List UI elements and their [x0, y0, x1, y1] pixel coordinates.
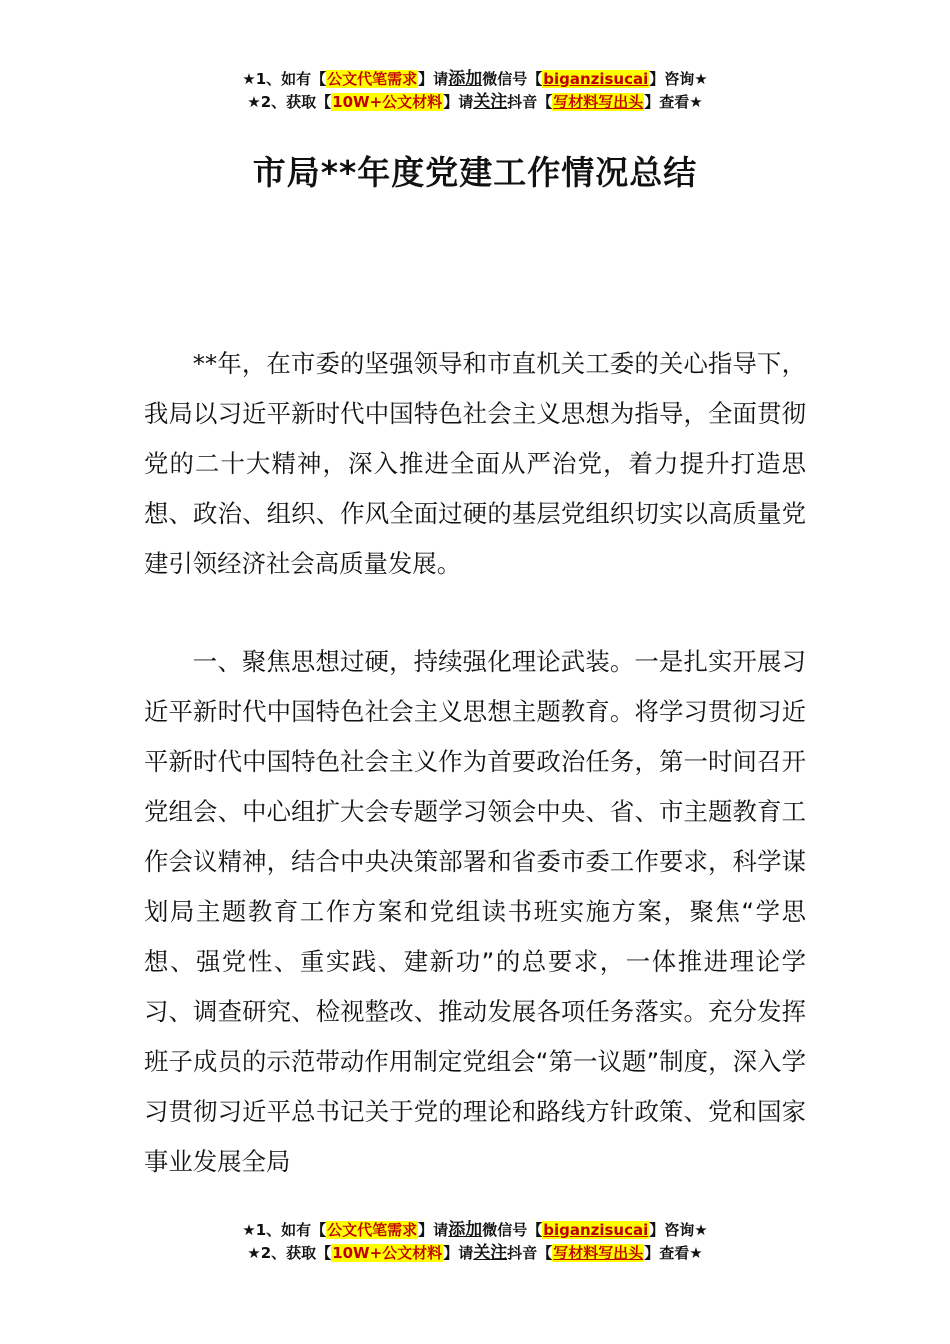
paragraph-intro: **年，在市委的坚强领导和市直机关工委的关心指导下，我局以习近平新时代中国特色社会主义思想为指导，全面贯彻党的二十大精神，深入推进全面从严治党，着力提升打造思想、政治、组织、作风全面过硬的基层党组织切实以高质量党建引领经济社会高质量发展。	[144, 349, 806, 578]
promo-highlight-service: 公文代笔需求	[327, 70, 418, 88]
promo-underline: 关注	[473, 92, 508, 112]
promo-line-2	[0, 1242, 950, 1265]
promo-line-1	[0, 68, 950, 91]
promo-underline: 添加	[448, 69, 483, 89]
promo-text: 】咨询★	[649, 1221, 708, 1239]
promo-text: 】查看★	[644, 93, 703, 111]
promo-line-2	[0, 91, 950, 114]
document-title: 市局**年度党建工作情况总结	[252, 153, 698, 192]
promo-text: 】咨询★	[649, 70, 708, 88]
promo-footer	[0, 1219, 950, 1265]
promo-line-1	[0, 1219, 950, 1242]
promo-highlight-douyin: 写材料写出头	[553, 1244, 644, 1262]
promo-text: ★2、获取【	[247, 1244, 332, 1262]
promo-underline: 关注	[473, 1243, 508, 1263]
promo-highlight-materials: 10W+公文材料	[332, 1244, 443, 1262]
promo-text: 】请	[418, 70, 449, 88]
promo-text: 】查看★	[644, 1244, 703, 1262]
paragraph-section-1: 一、聚焦思想过硬，持续强化理论武装。一是扎实开展习近平新时代中国特色社会主义思想主题教育。将学习贯彻习近平新时代中国特色社会主义作为首要政治任务，第一时间召开党组会、中心组扩大会专题学习领会中央、省、市主题教育工作会议精神，结合中央决策部署和省委市委工作要求，科学谋划局主题教育工作方案和党组读书班实施方案，聚焦“学思想、强党性、重实践、建新功”的总要求，一体推进理论学习、调查研究、检视整改、推动发展各项任务落实。充分发挥班子成员的示范带动作用制定党组会“第一议题”制度，深入学习贯彻习近平总书记关于党的理论和路线方针政策、党和国家事业发展全局	[144, 647, 806, 1176]
promo-underline: 添加	[448, 1220, 483, 1240]
promo-text: 微信号【	[482, 1221, 543, 1239]
promo-text: 】请	[418, 1221, 449, 1239]
promo-text: ★2、获取【	[247, 93, 332, 111]
promo-highlight-wechat: biganzisucai	[543, 1221, 649, 1239]
promo-highlight-service: 公文代笔需求	[327, 1221, 418, 1239]
promo-text: 】请	[443, 1244, 474, 1262]
promo-text: 抖音【	[507, 93, 553, 111]
promo-header	[0, 68, 950, 114]
promo-text: ★1、如有【	[242, 70, 327, 88]
promo-highlight-wechat: biganzisucai	[543, 70, 649, 88]
promo-highlight-douyin: 写材料写出头	[553, 93, 644, 111]
promo-highlight-materials: 10W+公文材料	[332, 93, 443, 111]
promo-text: 微信号【	[482, 70, 543, 88]
promo-text: ★1、如有【	[242, 1221, 327, 1239]
promo-text: 抖音【	[507, 1244, 553, 1262]
promo-text: 】请	[443, 93, 474, 111]
